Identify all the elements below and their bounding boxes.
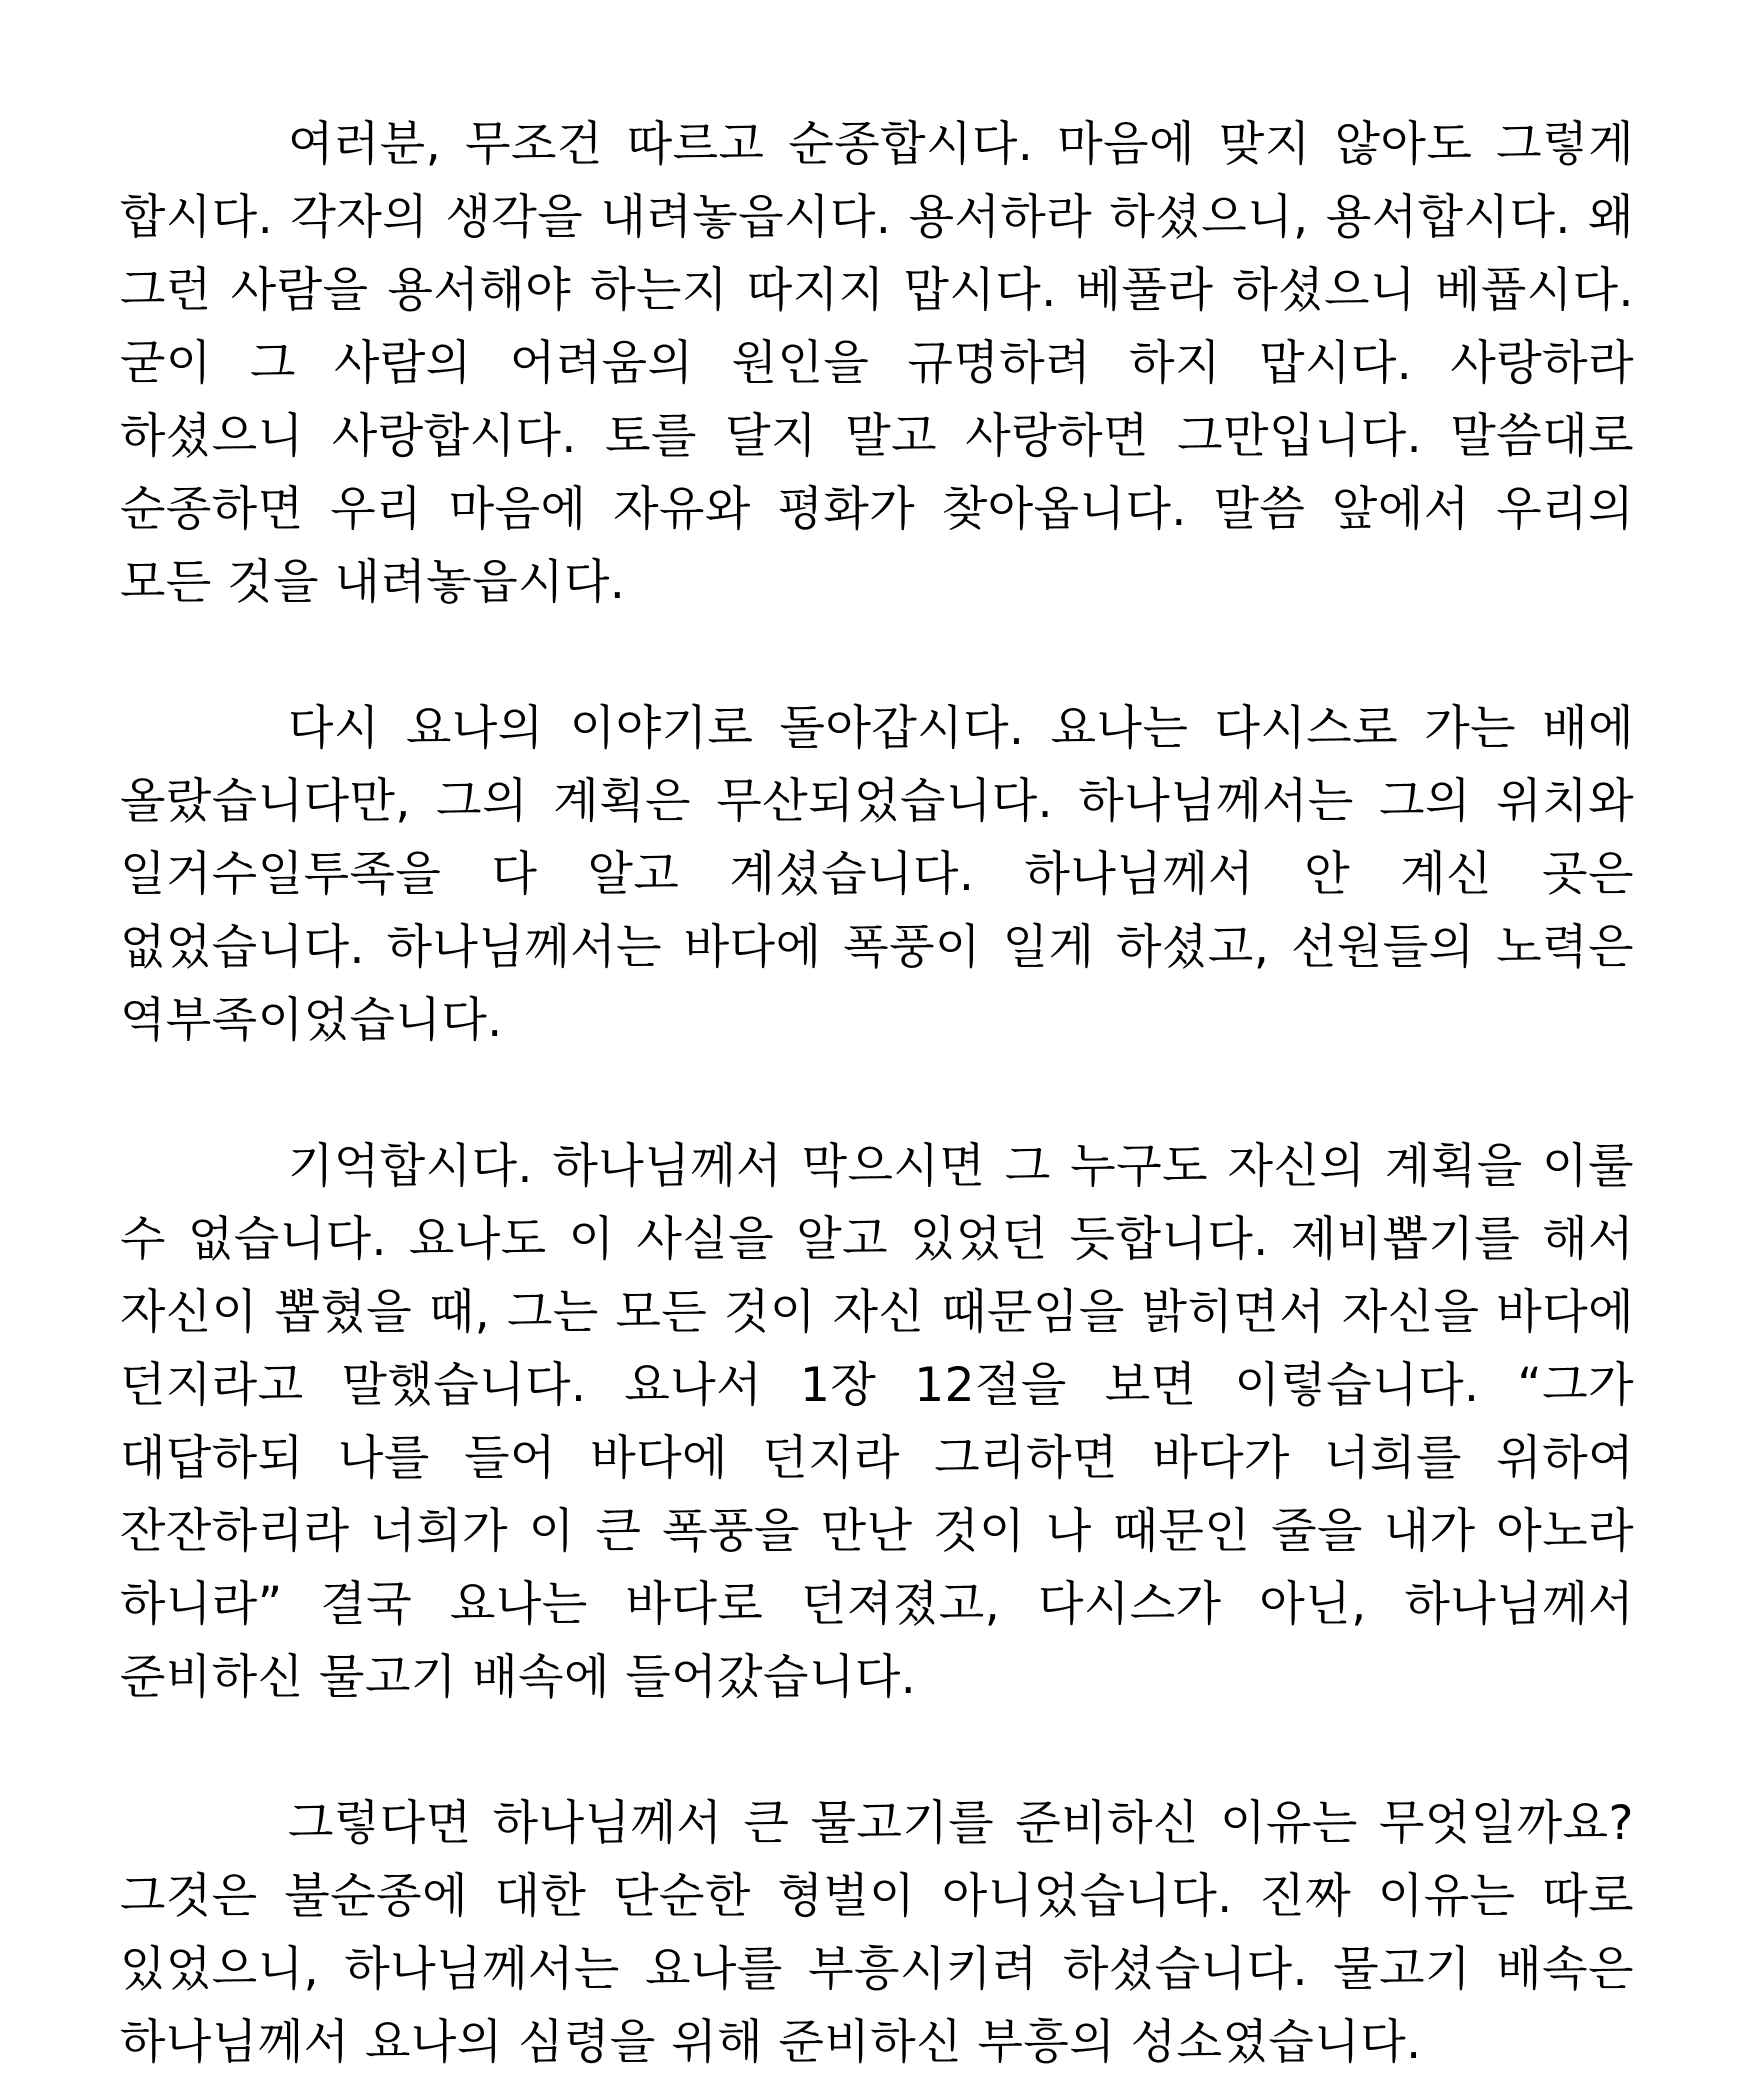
paragraph-obedience: 여러분, 무조건 따르고 순종합시다. 마음에 맞지 않아도 그렇게 합시다. 각자의 생각을 내려놓읍시다. 용서하라 하셨으니, 용서합시다. 왜 그런 사람을 용서해야 하는지 따지지 맙시다. 베풀라 하셨으니 베풉시다. 굳이 그 사람의 어려움의 원인을 규명하려 하지 맙시다. 사랑하라 하셨으니 사랑합시다. 토를 달지 말고 사랑하면 그만입니다. 말씀대로 순종하면 우리 마음에 자유와 평화가 찾아옵니다. 말씀 앞에서 우리의 모든 것을 내려놓읍시다. — [120, 117, 1634, 610]
paragraph-jonah-ship: 다시 요나의 이야기로 돌아갑시다. 요나는 다시스로 가는 배에 올랐습니다만, 그의 계획은 무산되었습니다. 하나님께서는 그의 위치와 일거수일투족을 다 알고 계셨습니다. 하나님께서 안 계신 곳은 없었습니다. 하나님께서는 바다에 폭풍이 일게 하셨고, 선원들의 노력은 역부족이었습니다. — [120, 701, 1634, 1048]
document-page — [120, 108, 1634, 2079]
paragraph-jonah-lots: 기억합시다. 하나님께서 막으시면 그 누구도 자신의 계획을 이룰 수 없습니다. 요나도 이 사실을 알고 있었던 듯합니다. 제비뽑기를 해서 자신이 뽑혔을 때, 그는 모든 것이 자신 때문임을 밝히면서 자신을 바다에 던지라고 말했습니다. 요나서 1장 12절을 보면 이렇습니다. “그가 대답하되 나를 들어 바다에 던지라 그리하면 바다가 너희를 위하여 잔잔하리라 너희가 이 큰 폭풍을 만난 것이 나 때문인 줄을 내가 아노라 하니라” 결국 요나는 바다로 던져졌고, 다시스가 아닌, 하나님께서 준비하신 물고기 배속에 들어갔습니다. — [120, 1139, 1634, 1705]
paragraph-great-fish: 그렇다면 하나님께서 큰 물고기를 준비하신 이유는 무엇일까요? 그것은 불순종에 대한 단순한 형벌이 아니었습니다. 진짜 이유는 따로 있었으니, 하나님께서는 요나를 부흥시키려 하셨습니다. 물고기 배속은 하나님께서 요나의 심령을 위해 준비하신 부흥의 성소였습니다. — [120, 1796, 1634, 2070]
